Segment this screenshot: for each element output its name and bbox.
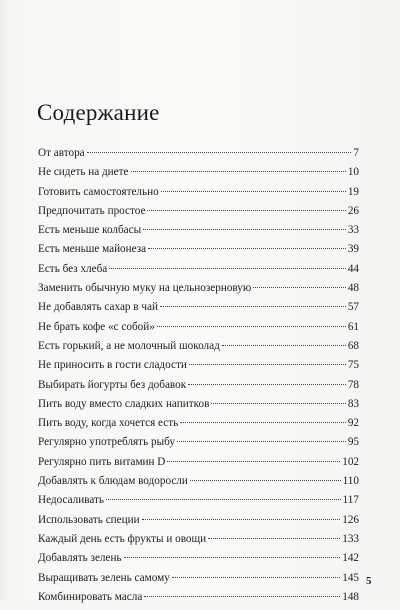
toc-dot-leader xyxy=(189,364,346,365)
toc-entry xyxy=(38,591,359,610)
toc-dot-leader xyxy=(147,210,345,211)
toc-entry xyxy=(38,398,359,417)
toc-dot-leader xyxy=(144,596,340,597)
toc-entry xyxy=(38,533,359,552)
toc-entry-page: 142 xyxy=(342,552,359,565)
toc-entry-title: Есть горький, а не молочный шоколад xyxy=(38,339,220,352)
toc-dot-leader xyxy=(106,499,341,500)
toc-entry-title: Каждый день есть фрукты и овощи xyxy=(38,532,207,545)
toc-entry-title: Выбирать йогурты без добавок xyxy=(38,378,187,391)
toc-dot-leader xyxy=(188,384,346,385)
toc-entry-page: 133 xyxy=(342,532,359,545)
toc-entry-title: Есть меньше колбасы xyxy=(38,224,142,237)
toc-dot-leader xyxy=(131,171,346,172)
toc-entry-title: Не брать кофе «с собой» xyxy=(38,320,155,333)
toc-entry-page: 145 xyxy=(342,571,359,584)
toc-entry-title: Предпочитать простое xyxy=(38,204,146,217)
toc-entry xyxy=(38,436,359,455)
toc-entry-page: 148 xyxy=(342,590,359,603)
toc-entry xyxy=(38,205,359,224)
toc-entry xyxy=(38,417,359,436)
toc-entry-title: Выращивать зелень самому xyxy=(38,571,170,584)
toc-dot-leader xyxy=(222,345,346,346)
toc-entry-page: 83 xyxy=(347,397,359,410)
toc-entry-page: 61 xyxy=(347,320,359,333)
toc-entry-page: 110 xyxy=(342,475,359,488)
toc-entry-page: 39 xyxy=(347,243,359,256)
toc-dot-leader xyxy=(142,519,341,520)
toc-entry xyxy=(38,186,359,205)
toc-dot-leader xyxy=(161,191,346,192)
toc-entry-page: 92 xyxy=(347,417,359,430)
toc-entry-page: 10 xyxy=(347,166,359,179)
toc-entry-page: 126 xyxy=(342,513,359,526)
toc-entry xyxy=(38,494,359,513)
toc-entry xyxy=(38,263,359,282)
toc-dot-leader xyxy=(157,326,346,327)
toc-entry-page: 95 xyxy=(347,436,359,449)
toc-entry-page: 19 xyxy=(347,185,359,198)
toc-entry xyxy=(38,379,359,398)
toc-dot-leader xyxy=(148,248,346,249)
page-number: 5 xyxy=(366,575,372,587)
toc-entry xyxy=(38,301,359,320)
toc-dot-leader xyxy=(143,229,346,230)
toc-entry-page: 68 xyxy=(347,339,359,352)
toc-dot-leader xyxy=(172,577,340,578)
toc-entry-page: 26 xyxy=(347,204,359,217)
toc-entry-title: Добавлять к блюдам водоросли xyxy=(38,475,188,488)
toc-entry-page: 7 xyxy=(353,147,359,159)
toc-entry xyxy=(38,359,359,378)
toc-entry-title: Не добавлять сахар в чай xyxy=(38,301,158,314)
toc-entry-title: Заменить обычную муку на цельнозерновую xyxy=(38,282,252,295)
toc-entry-title: Готовить самостоятельно xyxy=(38,185,159,198)
toc-dot-leader xyxy=(208,538,340,539)
toc-entry xyxy=(38,321,359,340)
toc-entry-title: Регулярно употреблять рыбу xyxy=(38,436,175,449)
toc-dot-leader xyxy=(124,557,341,558)
toc-entry-title: Использовать специи xyxy=(38,513,140,526)
toc-entry-page: 102 xyxy=(342,455,359,468)
toc-entry-title: Есть меньше майонеза xyxy=(38,243,147,256)
page-title: Содержание xyxy=(37,100,160,125)
toc-entry-title: Не приносить в гости сладости xyxy=(38,359,187,372)
toc-entry-title: Не сидеть на диете xyxy=(38,166,129,179)
toc-entry-page: 44 xyxy=(347,262,359,275)
toc-entry xyxy=(38,514,359,533)
toc-dot-leader xyxy=(180,422,346,423)
toc-entry-title: Комбинировать масла xyxy=(38,590,143,603)
toc-entry-title: Пить воду вместо сладких напитков xyxy=(38,397,210,410)
toc-entry xyxy=(38,552,359,571)
toc-dot-leader xyxy=(211,403,345,404)
toc-entry xyxy=(38,340,359,359)
toc-entry-page: 78 xyxy=(347,378,359,391)
toc-dot-leader xyxy=(190,480,341,481)
toc-entry xyxy=(38,572,359,591)
toc-entry-title: Регулярно пить витамин D xyxy=(38,455,166,468)
toc-entry xyxy=(38,282,359,301)
toc-entry-page: 33 xyxy=(347,224,359,237)
toc-entry xyxy=(38,224,359,243)
toc-dot-leader xyxy=(253,287,346,288)
toc-entry-title: Пить воду, когда хочется есть xyxy=(38,417,179,430)
toc-entry-page: 57 xyxy=(347,301,359,314)
toc-entry-title: Добавлять зелень xyxy=(38,552,122,565)
toc-dot-leader xyxy=(87,152,352,153)
toc-dot-leader xyxy=(109,268,346,269)
table-of-contents xyxy=(38,147,359,610)
toc-entry xyxy=(38,475,359,494)
toc-entry-title: Есть без хлеба xyxy=(38,262,108,275)
toc-entry xyxy=(38,243,359,262)
toc-entry-title: Недосаливать xyxy=(38,494,104,507)
toc-entry-title: От автора xyxy=(38,147,85,159)
toc-dot-leader xyxy=(167,461,340,462)
toc-entry xyxy=(38,456,359,475)
toc-entry xyxy=(38,147,359,166)
toc-dot-leader xyxy=(160,306,346,307)
toc-entry xyxy=(38,166,359,185)
bleed-through-text xyxy=(150,4,390,82)
toc-entry-page: 117 xyxy=(342,494,359,507)
toc-entry-page: 48 xyxy=(347,282,359,295)
toc-dot-leader xyxy=(177,441,346,442)
toc-entry-page: 75 xyxy=(347,359,359,372)
